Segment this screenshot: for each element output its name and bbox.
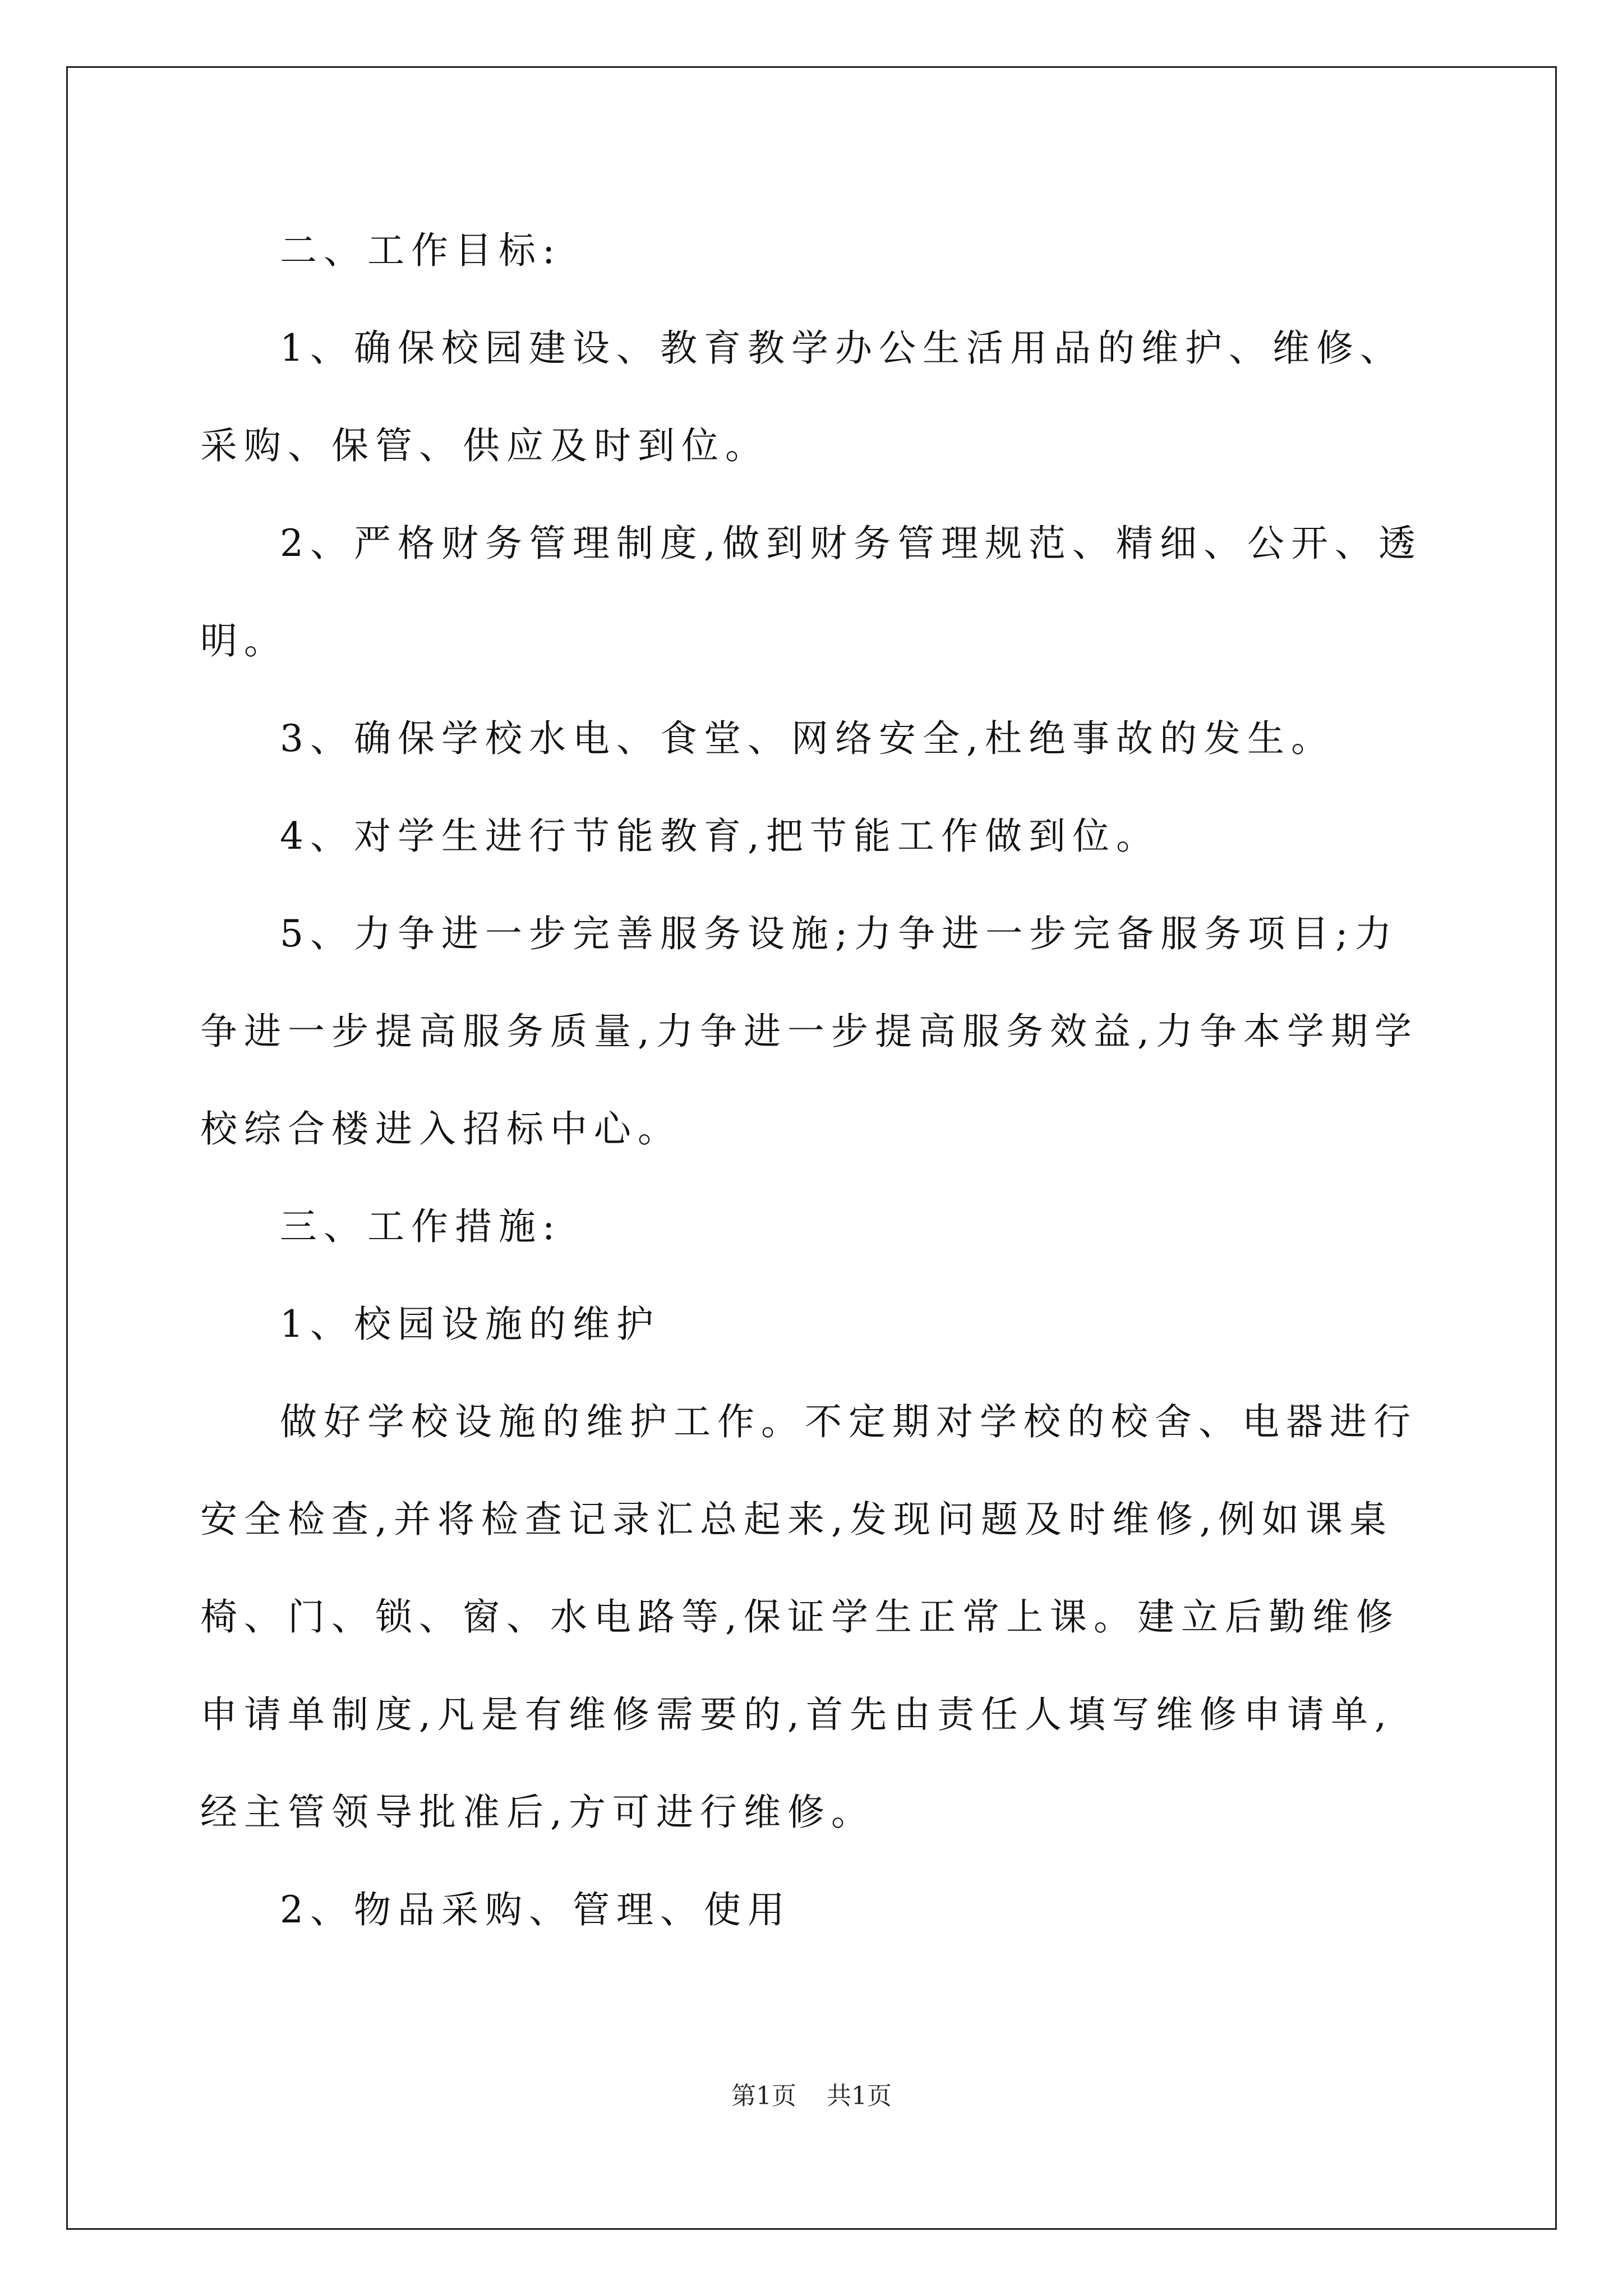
page-footer <box>0 2076 1623 2111</box>
subheading-facility-maintenance: 1、校园设施的维护 <box>280 1303 660 1346</box>
subheading-procurement: 2、物品采购、管理、使用 <box>280 1888 791 1931</box>
page-total: 共1页 <box>827 2082 892 2110</box>
paragraph-goal-3: 3、确保学校水电、食堂、网络安全,杜绝事故的发生。 <box>280 717 1335 760</box>
paragraph-goal-1: 1、确保校园建设、教育教学办公生活用品的维护、维修、采购、保管、供应及时到位。 <box>200 326 1404 467</box>
page-number: 第1页 <box>731 2082 796 2110</box>
paragraph-goal-4: 4、对学生进行节能教育,把节能工作做到位。 <box>280 815 1160 858</box>
paragraph-goal-5: 5、力争进一步完善服务设施;力争进一步完备服务项目;力争进一步提高服务质量,力争进一步提高服务效益,力争本学期学校综合楼进入招标中心。 <box>200 912 1418 1151</box>
document-body <box>200 202 1434 1959</box>
paragraph-facility-maintenance: 做好学校设施的维护工作。不定期对学校的校舍、电器进行安全检查,并将检查记录汇总起来,发现问题及时维修,例如课桌椅、门、锁、窗、水电路等,保证学生正常上课。建立后勤维修申请单制度,凡是有维修需要的,首先由责任人填写维修申请单,经主管领导批准后,方可进行维修。 <box>200 1400 1417 1834</box>
paragraph-goal-2: 2、严格财务管理制度,做到财务管理规范、精细、公开、透明。 <box>200 522 1422 662</box>
section-heading-goals: 二、工作目标: <box>280 229 562 272</box>
section-heading-measures: 三、工作措施: <box>280 1205 562 1248</box>
